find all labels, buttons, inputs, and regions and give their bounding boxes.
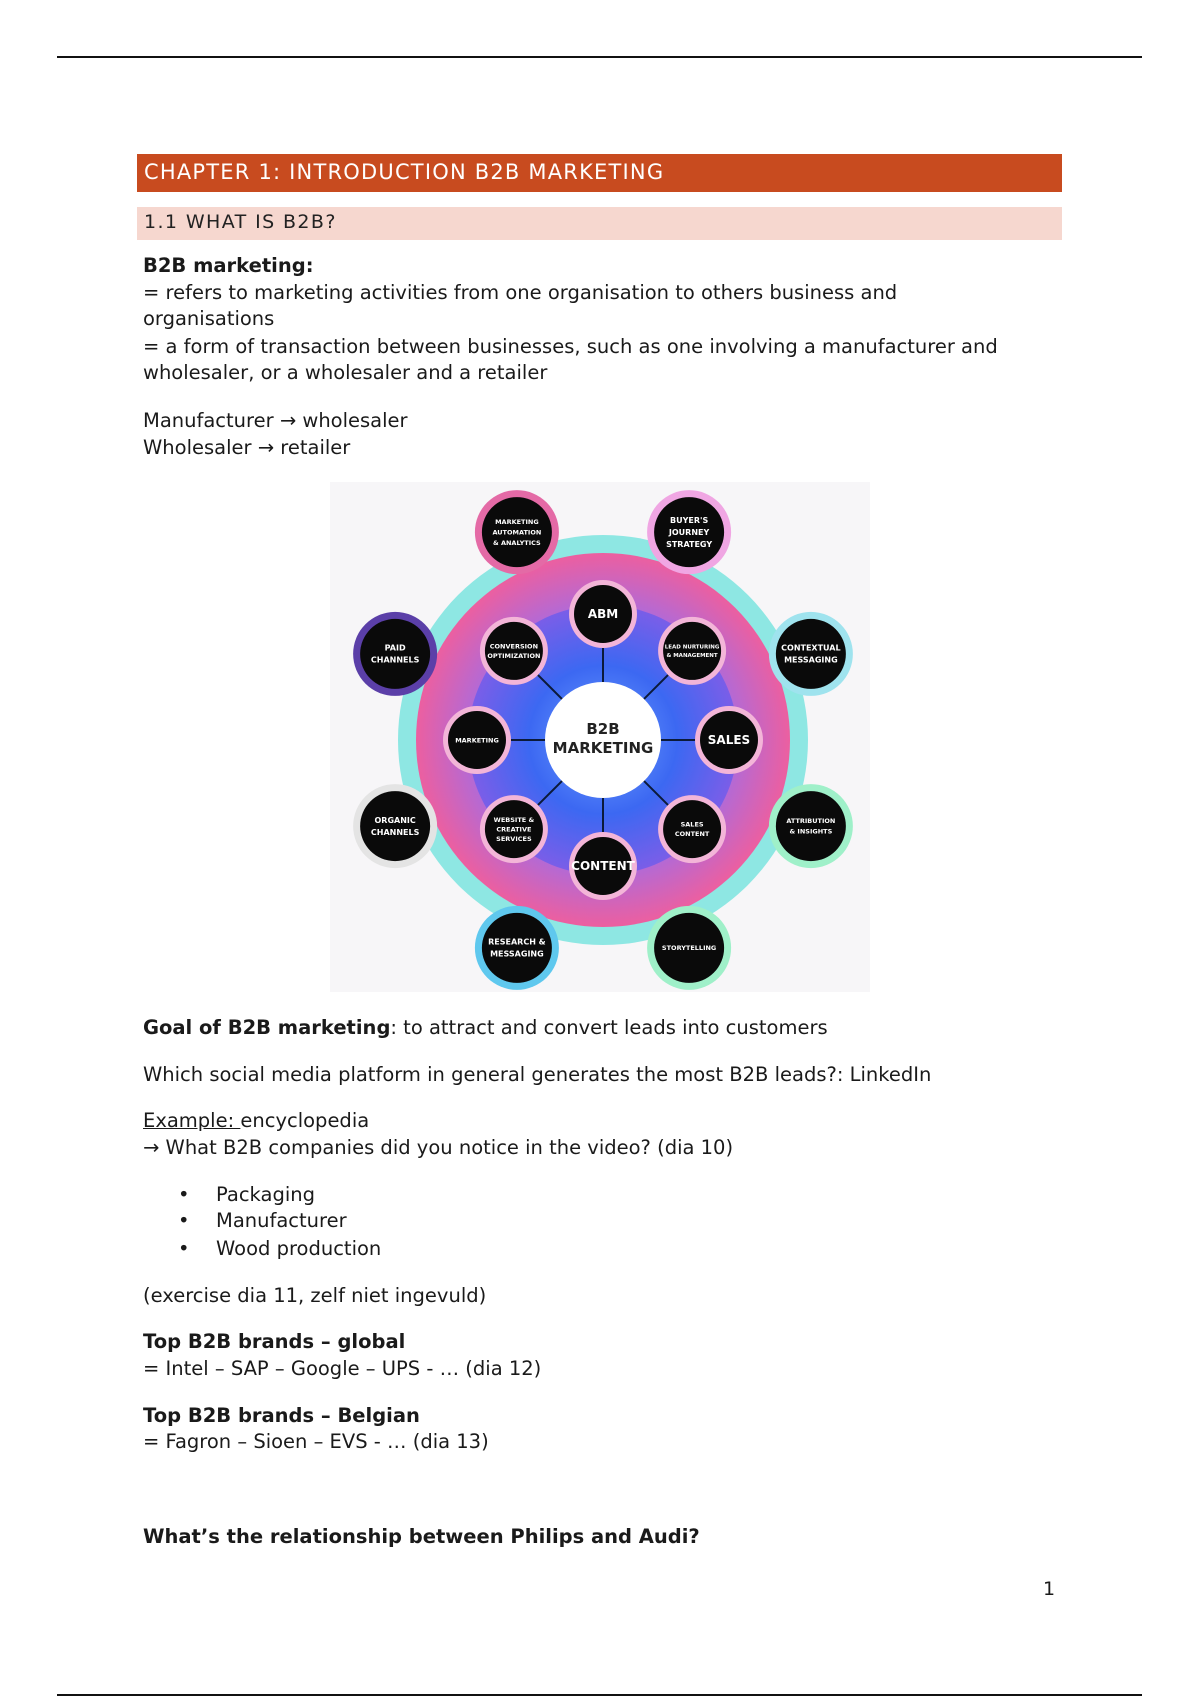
outer-node-label: ATTRIBUTION xyxy=(786,817,836,826)
top-global-text: = Intel – SAP – Google – UPS - … (dia 12) xyxy=(143,1357,542,1380)
bullet-marker: • xyxy=(178,1183,190,1206)
chain-line-1: Manufacturer → wholesaler xyxy=(143,409,408,432)
outer-node xyxy=(353,784,437,868)
outer-node-disc xyxy=(360,791,430,861)
outer-node-label: BUYER'S xyxy=(669,515,709,525)
outer-node-label: JOURNEY xyxy=(668,527,710,537)
center-label-line-1: B2B xyxy=(586,720,620,738)
outer-node-disc xyxy=(482,913,552,983)
definition-line-4: wholesaler, or a wholesaler and a retailer xyxy=(143,361,548,384)
top-rule xyxy=(57,56,1142,58)
inner-node xyxy=(569,580,637,648)
inner-node xyxy=(658,795,726,863)
example-label: Example: xyxy=(143,1109,241,1132)
inner-node xyxy=(569,832,637,900)
inner-node-label: CREATIVE xyxy=(496,825,532,834)
b2b-marketing-wheel-diagram xyxy=(330,482,870,992)
inner-node xyxy=(480,795,548,863)
top-belgian-text: = Fagron – Sioen – EVS - … (dia 13) xyxy=(143,1430,489,1453)
outer-node xyxy=(769,784,853,868)
bullet-marker: • xyxy=(178,1209,190,1232)
relationship-question: What’s the relationship between Philips and Audi? xyxy=(143,1525,700,1548)
outer-node-label: RESEARCH & xyxy=(488,937,546,947)
inner-node-label: CONTENT xyxy=(571,859,635,874)
top-belgian-heading: Top B2B brands – Belgian xyxy=(143,1404,420,1427)
list-item: Wood production xyxy=(216,1237,382,1260)
bullet-marker: • xyxy=(178,1237,190,1260)
definition-heading: B2B marketing: xyxy=(143,254,314,277)
definition-line-1: = refers to marketing activities from one organisation to others business and xyxy=(143,281,898,304)
outer-node-label: CHANNELS xyxy=(370,827,420,837)
inner-node-label: SALES xyxy=(707,733,751,748)
top-global-heading: Top B2B brands – global xyxy=(143,1330,406,1353)
inner-node-disc xyxy=(663,800,721,858)
outer-node-disc xyxy=(776,791,846,861)
outer-node-label: MESSAGING xyxy=(784,655,838,665)
page-number: 1 xyxy=(1043,1578,1056,1600)
outer-node-label: & ANALYTICS xyxy=(493,538,541,547)
outer-node xyxy=(475,906,559,990)
outer-node-disc xyxy=(776,619,846,689)
inner-node-label: CONTENT xyxy=(674,830,710,839)
outer-node-label: STORYTELLING xyxy=(661,944,717,953)
video-question: → What B2B companies did you notice in the video? (dia 10) xyxy=(143,1136,734,1159)
inner-node-disc xyxy=(485,622,543,680)
chain-line-2: Wholesaler → retailer xyxy=(143,436,351,459)
inner-node-label: WEBSITE & xyxy=(493,815,535,824)
outer-node xyxy=(647,906,731,990)
inner-node xyxy=(480,617,548,685)
outer-node-label: & INSIGHTS xyxy=(789,827,833,836)
outer-node xyxy=(769,612,853,696)
list-item: Packaging xyxy=(216,1183,315,1206)
inner-node-label: SALES xyxy=(680,820,704,829)
outer-node-label: STRATEGY xyxy=(666,539,713,549)
outer-node xyxy=(353,612,437,696)
definition-line-2: organisations xyxy=(143,307,275,330)
list-item: Manufacturer xyxy=(216,1209,347,1232)
inner-node xyxy=(695,706,763,774)
bottom-rule xyxy=(57,1694,1142,1696)
outer-node-label: PAID xyxy=(384,643,406,653)
inner-node xyxy=(658,617,726,685)
outer-node xyxy=(475,490,559,574)
exercise-note: (exercise dia 11, zelf niet ingevuld) xyxy=(143,1284,487,1307)
center-label-line-2: MARKETING xyxy=(552,739,654,757)
inner-node-label: ABM xyxy=(587,607,619,622)
outer-node-label: CONTEXTUAL xyxy=(781,643,841,653)
inner-node xyxy=(443,706,511,774)
section-heading: 1.1 WHAT IS B2B? xyxy=(137,207,1062,240)
inner-node-disc xyxy=(663,622,721,680)
inner-node-label: OPTIMIZATION xyxy=(487,651,541,660)
example-line xyxy=(143,1107,369,1134)
outer-node-label: MARKETING xyxy=(495,517,539,526)
outer-node-disc xyxy=(360,619,430,689)
example-text: encyclopedia xyxy=(240,1109,370,1132)
platform-question: Which social media platform in general generates the most B2B leads?: LinkedIn xyxy=(143,1063,932,1086)
outer-node-label: ORGANIC xyxy=(374,815,416,825)
outer-node-label: AUTOMATION xyxy=(492,528,542,537)
outer-node-label: CHANNELS xyxy=(370,655,420,665)
goal-line xyxy=(143,1014,828,1041)
inner-node-label: MARKETING xyxy=(455,736,499,745)
outer-node xyxy=(647,490,731,574)
chapter-heading: CHAPTER 1: INTRODUCTION B2B MARKETING xyxy=(137,154,1062,192)
definition-line-3: = a form of transaction between businesses, such as one involving a manufacturer and xyxy=(143,335,998,358)
inner-node-label: & MANAGEMENT xyxy=(666,653,718,660)
goal-label: Goal of B2B marketing xyxy=(143,1016,391,1039)
goal-text: : to attract and convert leads into customers xyxy=(390,1016,828,1039)
inner-node-label: SERVICES xyxy=(496,834,532,843)
inner-node-label: LEAD NURTURING xyxy=(664,644,720,651)
outer-node-label: MESSAGING xyxy=(490,949,544,959)
inner-node-label: CONVERSION xyxy=(489,642,539,651)
